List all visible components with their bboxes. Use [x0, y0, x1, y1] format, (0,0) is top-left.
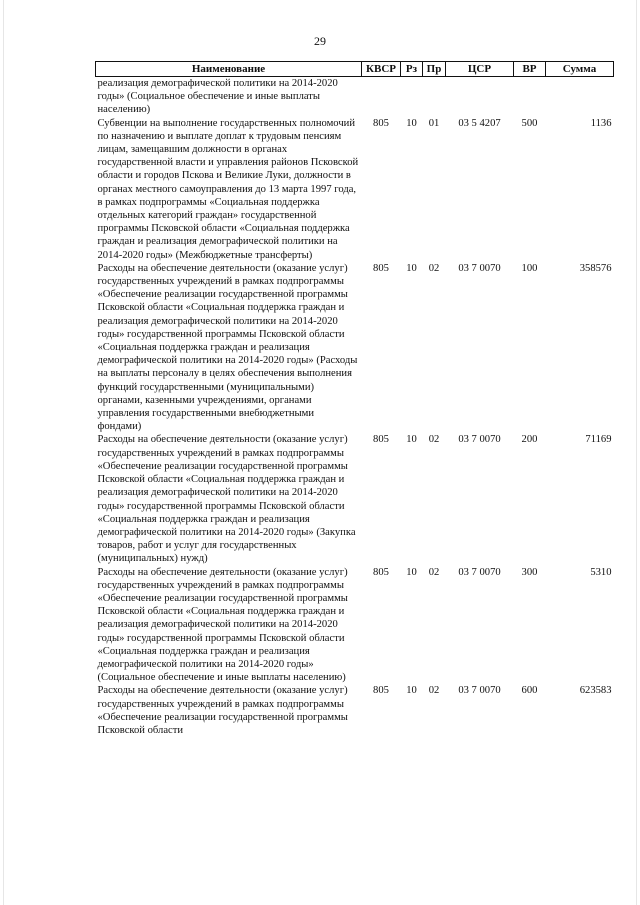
table-row: [96, 262, 614, 434]
row-sum: 5310: [590, 566, 612, 578]
row-rz: 10: [406, 434, 417, 446]
row-kvsr: 805: [373, 566, 389, 578]
row-sum: 623583: [579, 685, 612, 697]
row-name: Расходы на обеспечение деятельности (оказание услуг) государственных учреждений в рамках подпрограммы «Обеспечение реализации государственной программы Псковской области «Социальная поддержка граждан и реализация демографической политики на 2014-2020 годы» государственной программы Псковской области «Социальная поддержка граждан и реализация демографической политики на 2014-2020 годы» (Расходы на выплаты персоналу в целях обеспечения выполнения функций государственными (муниципальными) органами, казенными учреждениями, органами управления государственными внебюджетными фондами): [97, 262, 358, 433]
header-rz: Рз: [401, 62, 423, 77]
row-vr: 200: [521, 434, 538, 446]
row-csr: 03 7 0070: [458, 262, 501, 274]
row-vr: 500: [521, 117, 538, 129]
row-pr: 02: [428, 262, 440, 274]
table-body: [96, 77, 614, 738]
row-csr: 03 7 0070: [458, 566, 501, 578]
row-vr: 600: [521, 685, 538, 697]
row-kvsr: 805: [373, 685, 389, 697]
row-rz: 10: [406, 117, 417, 129]
row-sum: [546, 77, 614, 117]
page-number: 29: [314, 34, 326, 48]
row-csr: [446, 77, 514, 117]
row-rz: 10: [406, 566, 417, 578]
row-pr: [423, 77, 446, 117]
table-row: [96, 433, 614, 565]
row-csr: 03 5 4207: [458, 117, 501, 129]
row-kvsr: [362, 77, 401, 117]
table-header: [96, 62, 614, 77]
header-sum: Сумма: [546, 62, 614, 77]
row-rz: 10: [406, 262, 417, 274]
row-vr: 100: [521, 262, 538, 274]
row-sum: 1136: [590, 117, 612, 129]
table-row: [96, 117, 614, 262]
row-rz: [401, 77, 423, 117]
row-rz: 10: [406, 685, 417, 697]
row-pr: 02: [428, 434, 440, 446]
row-pr: 01: [428, 117, 440, 129]
row-name: реализация демографической политики на 2014-2020 годы» (Социальное обеспечение и иные выплаты населению): [97, 78, 338, 116]
row-csr: 03 7 0070: [458, 685, 501, 697]
row-name: Расходы на обеспечение деятельности (оказание услуг) государственных учреждений в рамках подпрограммы «Обеспечение реализации государственной программы Псковской области «Социальная поддержка граждан и реализация демографической политики на 2014-2020 годы» государственной программы Псковской области «Социальная поддержка граждан и реализация демографической политики на 2014-2020 годы» (Социальное обеспечение и иные выплаты населению): [97, 566, 348, 684]
row-pr: 02: [428, 566, 440, 578]
header-pr: Пр: [423, 62, 446, 77]
row-sum: 358576: [579, 262, 612, 274]
row-name: Расходы на обеспечение деятельности (оказание услуг) государственных учреждений в рамках подпрограммы «Обеспечение реализации государственной программы Псковской области: [97, 685, 348, 736]
header-vr: ВР: [514, 62, 546, 77]
row-kvsr: 805: [373, 262, 389, 274]
header-csr: ЦСР: [446, 62, 514, 77]
row-pr: 02: [428, 685, 440, 697]
table-row: [96, 566, 614, 685]
row-vr: 300: [521, 566, 538, 578]
table-row: [96, 77, 614, 117]
header-name: Наименование: [96, 62, 362, 77]
row-kvsr: 805: [373, 117, 389, 129]
row-kvsr: 805: [373, 434, 389, 446]
header-kvsr: КВСР: [362, 62, 401, 77]
budget-table: [95, 61, 614, 737]
header-row: [96, 62, 614, 77]
scan-edge-right: [636, 0, 637, 905]
row-vr: [514, 77, 546, 117]
row-csr: 03 7 0070: [458, 434, 501, 446]
row-name: Расходы на обеспечение деятельности (оказание услуг) государственных учреждений в рамках подпрограммы «Обеспечение реализации государственной программы Псковской области «Социальная поддержка граждан и реализация демографической политики на 2014-2020 годы» государственной программы Псковской области «Социальная поддержка граждан и реализация демографической политики на 2014-2020 годы» (Закупка товаров, работ и услуг для государственных (муниципальных) нужд): [97, 434, 356, 565]
scan-edge-left: [3, 0, 4, 905]
table-row: [96, 684, 614, 737]
row-name: Субвенции на выполнение государственных полномочий по назначению и выплате доплат к трудовым пенсиям лицам, замещавшим должности в органах государственной власти и управления районов Псковской области и городов Пскова и Великие Луки, должности в органах местного самоуправления до 13 марта 1997 года, в рамках подпрограммы «Социальная поддержка отдельных категорий граждан» государственной программы Псковской области «Социальная поддержка граждан и реализация демографической политики на 2014-2020 годы» (Межбюджетные трансферты): [97, 117, 359, 261]
row-sum: 71169: [585, 434, 612, 446]
